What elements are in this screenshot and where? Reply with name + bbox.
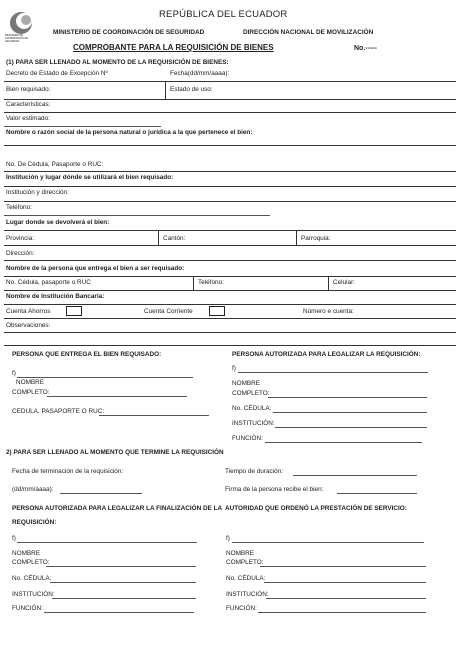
current-checkbox[interactable] <box>209 306 225 316</box>
deliverer-id-sign: CEDULA, PASAPORTE O RUC: <box>12 408 105 415</box>
form-number: No.----- <box>354 45 377 52</box>
authority-name-1: NOMBRE <box>226 550 255 557</box>
deliverer-name-label: Nombre de la persona que entrega el bien a ser requisado: <box>6 265 185 272</box>
authorized-name-line[interactable] <box>268 397 427 398</box>
value-label: Valor estimado: <box>6 115 50 122</box>
final-name-1: NOMBRE <box>12 550 41 557</box>
row-divider <box>4 245 456 246</box>
authorized-signature-f: f) <box>232 365 236 372</box>
final-f: f) <box>12 535 16 542</box>
row-divider <box>4 112 456 113</box>
authorized-cedula: No. CÉDULA: <box>232 405 272 412</box>
receiver-signature-line[interactable] <box>337 493 417 494</box>
deliverer-signature-f: f) <box>12 370 16 377</box>
row-divider <box>4 260 456 261</box>
authorized-institution: INSTITUCIÓN: <box>232 420 275 427</box>
row-divider <box>4 318 456 319</box>
savings-label: Cuenta Ahorros <box>6 308 51 315</box>
value-underline <box>4 126 161 127</box>
deliverer-sign-title: PERSONA QUE ENTREGA EL BIEN REQUISADO: <box>12 351 162 358</box>
authorized-function: FUNCIÓN: <box>232 435 263 442</box>
final-cedula: No. CÉDULA: <box>12 575 52 582</box>
return-place-label: Lugar donde se devolverá el bien: <box>6 219 110 226</box>
parish-label: Parroquia: <box>301 235 331 242</box>
final-institution: INSTITUCIÓN: <box>12 591 55 598</box>
bank-label: Nombre de Institución Bancaria: <box>6 293 105 300</box>
row-divider <box>4 81 456 82</box>
authorized-name-1: NOMBRE <box>232 380 261 387</box>
deliverer-phone-label: Teléfono: <box>198 279 224 286</box>
authority-f: f) <box>226 535 230 542</box>
authority-signature-line[interactable] <box>232 542 424 543</box>
deliverer-name-2: COMPLETO: <box>12 389 50 396</box>
institution-address-label: Institución y dirección: <box>6 189 69 196</box>
owner-label: Nombre o razón social de la persona natural o jurídica a la que pertenece el bien: <box>6 129 253 136</box>
logo-caption: MINISTERIO DE COORDINACIÓN DE SEGURIDAD <box>5 34 28 43</box>
deliverer-name-1: NOMBRE <box>16 379 45 386</box>
authority-cedula: No. CÉDULA: <box>226 575 266 582</box>
row-divider <box>4 171 456 172</box>
final-name-2: COMPLETO: <box>12 559 50 566</box>
authority-function: FUNCIÓN: <box>226 605 257 612</box>
cell-divider <box>158 230 159 245</box>
date-format-label: (dd/mm/aaaa): <box>12 486 54 493</box>
decree-label: Decreto de Estado de Excepción Nº <box>6 70 108 77</box>
final-function: FUNCIÓN: <box>12 605 43 612</box>
authorized-name-2: COMPLETO: <box>232 390 270 397</box>
deliverer-id-label: No. Cédula, pasaporte o RUC <box>6 279 91 286</box>
authority-institution-line[interactable] <box>266 598 426 599</box>
row-divider <box>4 304 456 305</box>
date-label: Fecha(dd/mm/aaaa): <box>170 70 230 77</box>
authorized-institution-line[interactable] <box>275 427 427 428</box>
duration-label: Tiempo de duración: <box>225 468 284 475</box>
row-divider <box>4 276 456 277</box>
phone-underline <box>4 215 270 216</box>
authorized-sign-title: PERSONA AUTORIZADA PARA LEGALIZAR LA REQUISICIÓN: <box>232 351 421 358</box>
final-cedula-line[interactable] <box>50 582 196 583</box>
state-label: Estado de uso: <box>170 86 213 93</box>
section2-title: 2) PARA SER LLENADO AL MOMENTO QUE TERMINE LA REQUISICIÓN <box>6 449 224 456</box>
authority-cedula-line[interactable] <box>264 582 426 583</box>
receiver-signature-label: Firma de la persona recibe el bien: <box>225 486 324 493</box>
cell-divider <box>193 276 194 290</box>
deliverer-signature-line[interactable] <box>17 377 193 378</box>
row-divider <box>4 201 456 202</box>
final-name-line[interactable] <box>46 566 196 567</box>
section1-title: (1) PARA SER LLENADO AL MOMENTO DE LA REQUISICIÓN DE BIENES: <box>6 59 229 66</box>
deliverer-id-line[interactable] <box>99 415 209 416</box>
account-number-label: Número e cuenta: <box>303 308 354 315</box>
institution-place-label: Institución y lugar dónde se utilizará el bien requisado: <box>6 174 174 181</box>
final-signature-line[interactable] <box>17 542 197 543</box>
authorized-function-line[interactable] <box>265 442 422 443</box>
observations-label: Observaciones: <box>6 322 51 329</box>
final-institution-line[interactable] <box>52 598 196 599</box>
id-label: No. De Cédula, Pasaporte o RUC: <box>6 161 104 168</box>
canton-label: Cantón: <box>163 235 186 242</box>
duration-line[interactable] <box>293 475 417 476</box>
final-authorized-title-1: PERSONA AUTORIZADA PARA LEGALIZAR LA FINALIZACIÓN DE LA <box>12 505 223 512</box>
cell-label: Celular: <box>333 279 356 286</box>
ministry-name: MINISTERIO DE COORDINACIÓN DE SEGURIDAD <box>53 29 205 36</box>
end-date-label: Fecha de terminación de la requisición: <box>12 468 124 475</box>
country-title: REPÚBLICA DEL ECUADOR <box>159 9 288 20</box>
form-title: COMPROBANTE PARA LA REQUISICIÓN DE BIENES <box>73 43 274 52</box>
good-label: Bien requisado: <box>6 86 51 93</box>
features-label: Características: <box>6 101 51 108</box>
deliverer-name-line[interactable] <box>47 396 187 397</box>
authority-name-2: COMPLETO: <box>226 559 264 566</box>
direction-name: DIRECCIÓN NACIONAL DE MOVILIZACIÓN <box>243 29 374 36</box>
cell-divider <box>165 81 166 99</box>
row-divider <box>4 99 456 100</box>
phone-label: Teléfono: <box>6 204 32 211</box>
authority-institution: INSTITUCIÓN: <box>226 591 269 598</box>
row-divider <box>4 290 456 291</box>
authority-title: AUTORIDAD QUE ORDENÓ LA PRESTACIÓN DE SERVICIO: <box>225 505 407 512</box>
savings-checkbox[interactable] <box>66 306 82 316</box>
row-divider <box>4 145 456 146</box>
province-label: Provincia: <box>6 235 35 242</box>
authority-function-line[interactable] <box>258 612 426 613</box>
cell-divider <box>328 276 329 290</box>
row-divider <box>4 186 456 187</box>
authorized-signature-line[interactable] <box>238 372 428 373</box>
address-label: Dirección: <box>6 250 35 257</box>
final-function-line[interactable] <box>44 612 194 613</box>
authority-name-line[interactable] <box>260 566 426 567</box>
row-divider <box>4 332 456 333</box>
end-date-line[interactable] <box>60 493 142 494</box>
cell-divider <box>296 230 297 245</box>
authorized-cedula-line[interactable] <box>273 412 427 413</box>
row-divider <box>4 345 456 346</box>
row-divider <box>4 230 456 231</box>
current-label: Cuenta Corriente <box>144 308 193 315</box>
final-authorized-title-2: REQUISICIÓN: <box>12 519 57 526</box>
